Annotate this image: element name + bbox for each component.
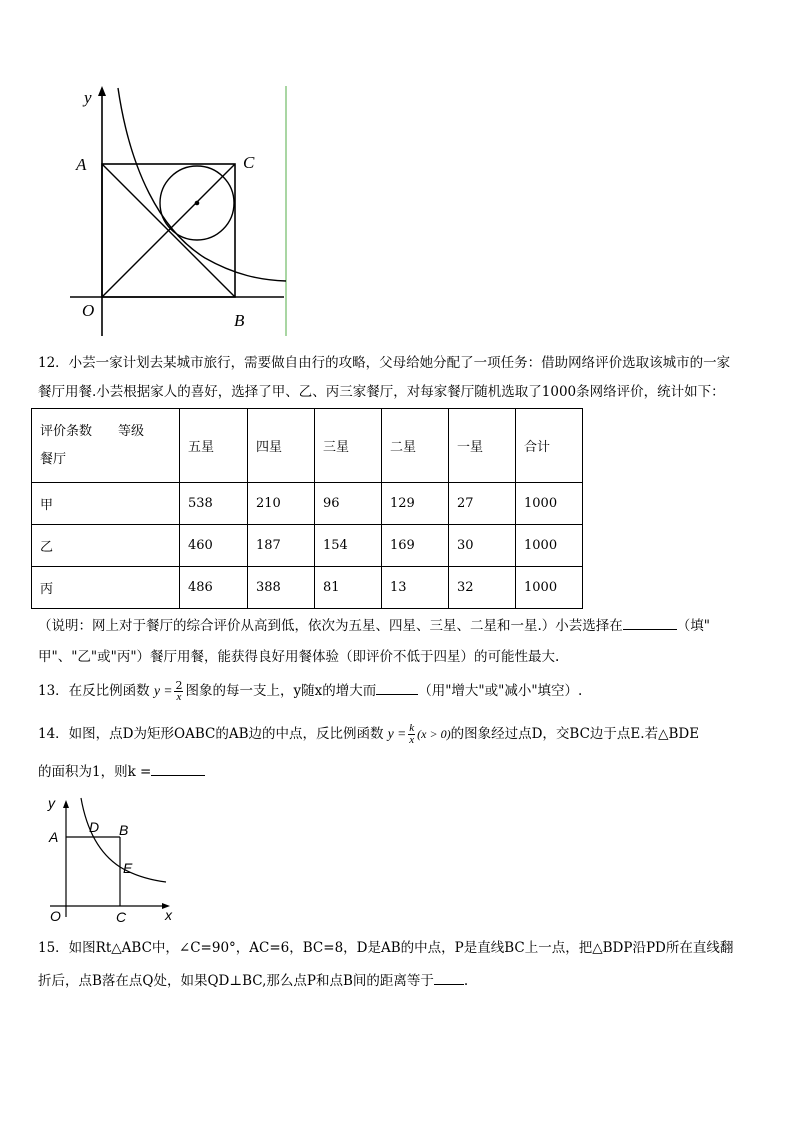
q14-answer-blank[interactable] [151,761,205,776]
q14-suffix: 的图象经过点D，交BC边于点E.若△BDE [450,726,700,742]
y-axis-arrow [98,86,106,96]
value-cell: 27 [449,483,516,525]
q14-fraction [408,723,415,746]
header-cell: 一星 [449,409,516,483]
corner-top-text: 评价条数 等级 [40,423,145,439]
header-cell: 三星 [315,409,382,483]
label-c: C [243,153,255,172]
table-row [32,567,583,609]
q13-line [38,680,582,703]
row-name-cell: 乙 [32,525,180,567]
label-b: B [234,311,245,330]
q13-frac-num: 2 [175,679,183,692]
value-cell: 1000 [516,525,583,567]
q15-line2 [38,970,468,991]
label-o: O [50,908,61,924]
value-cell: 187 [248,525,315,567]
y-axis-arrow [63,800,69,808]
header-cell: 四星 [248,409,315,483]
label-a: A [76,155,87,174]
table-row [32,525,583,567]
table-row [32,483,583,525]
q14-func-lhs: y = [387,726,407,741]
label-y: y [48,795,55,811]
header-cell: 二星 [382,409,449,483]
q15-line2-end: . [463,973,469,989]
label-x: x [165,907,172,923]
value-cell: 154 [315,525,382,567]
q14-frac-den: x [409,734,415,746]
value-cell: 486 [180,567,248,609]
table-corner-cell [32,409,180,483]
label-b: B [119,822,129,838]
q14-func-cond: (x > 0) [417,727,451,741]
figure-2 [40,792,190,927]
value-cell: 210 [248,483,315,525]
q13-suffix2: （用"增大"或"减小"填空）. [418,683,583,699]
q12-note-end: （填" [676,618,711,634]
q14-line1 [38,723,699,746]
circle-center-dot [195,201,200,206]
value-cell: 13 [382,567,449,609]
q14-line2-text: 的面积为1，则k = [38,764,152,780]
q13-func-lhs: y = [153,683,173,698]
value-cell: 538 [180,483,248,525]
q15-line1: 15．如图Rt△ABC中，∠C=90°，AC=6，BC=8，D是AB的中点，P是直线BC上一点，把△BDP沿PD所在直线翻 [38,940,734,956]
value-cell: 129 [382,483,449,525]
hyperbola-curve [118,88,286,281]
label-e: E [123,860,133,876]
q12-note-text: （说明：网上对于餐厅的综合评价从高到低，依次为五星、四星、三星、二星和一星.）小芸选择在 [38,618,623,634]
q14-frac-num: k [409,722,415,734]
q12-line1: 12．小芸一家计划去某城市旅行，需要做自由行的攻略，父母给她分配了一项任务：借助网络评价选取该城市的一家 [38,355,731,371]
value-cell: 460 [180,525,248,567]
table-header-row [32,409,583,483]
q15-line2-text: 折后，点B落在点Q处，如果QD⊥BC,那么点P和点B间的距离等于 [38,973,434,989]
label-d: D [89,819,100,835]
value-cell: 30 [449,525,516,567]
q12-answer-blank[interactable] [623,615,677,630]
value-cell: 1000 [516,567,583,609]
q12-note-line1 [38,615,710,636]
value-cell: 81 [315,567,382,609]
label-c: C [116,909,127,925]
value-cell: 96 [315,483,382,525]
header-cell: 五星 [180,409,248,483]
q13-frac-den: x [176,691,182,703]
label-y: y [84,88,92,107]
ratings-table [31,408,583,609]
label-o: O [82,301,95,320]
q12-note-line2: 甲"、"乙"或"丙"）餐厅用餐，能获得良好用餐体验（即评价不低于四星）的可能性最大. [38,649,560,665]
value-cell: 1000 [516,483,583,525]
label-a: A [49,829,59,845]
q13-answer-blank[interactable] [376,680,418,695]
figure-1 [60,80,300,340]
value-cell: 388 [248,567,315,609]
q12-line2: 餐厅用餐.小芸根据家人的喜好，选择了甲、乙、丙三家餐厅，对每家餐厅随机选取了1000条网络评价，统计如下： [38,384,725,400]
q15-answer-blank[interactable] [434,970,464,985]
value-cell: 32 [449,567,516,609]
q13-fraction [174,680,183,703]
q13-prefix: 13．在反比例函数 [38,683,150,699]
row-name-cell: 丙 [32,567,180,609]
q14-prefix: 14．如图，点D为矩形OABC的AB边的中点，反比例函数 [38,726,384,742]
header-cell: 合计 [516,409,583,483]
value-cell: 169 [382,525,449,567]
corner-bottom-text: 餐厅 [40,451,67,467]
q14-line2 [38,761,205,782]
q13-suffix1: 图象的每一支上，y随x的增大而 [185,683,377,699]
row-name-cell: 甲 [32,483,180,525]
